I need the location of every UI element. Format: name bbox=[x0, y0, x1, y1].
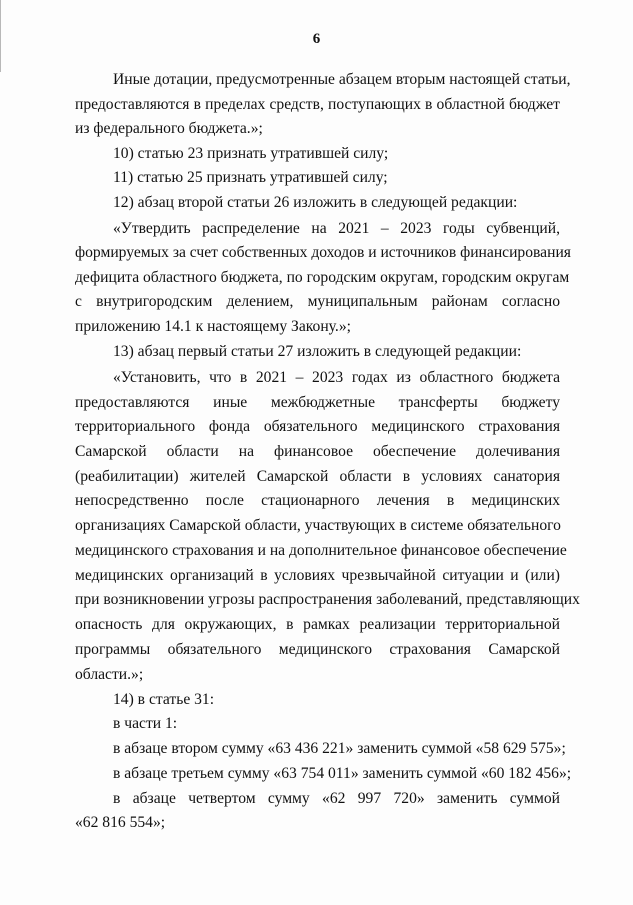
text-line: опасность для окружающих, в рамках реализации территориальной bbox=[75, 616, 560, 633]
text-line: непосредственно после стационарного лечения в медицинских bbox=[75, 492, 560, 509]
text-line: Иные дотации, предусмотренные абзацем вторым настоящей статьи, bbox=[113, 71, 571, 88]
text-line: «Утвердить распределение на 2021 – 2023 годы субвенций, bbox=[113, 220, 560, 237]
text-line: программы обязательного медицинского страхования Самарской bbox=[75, 641, 560, 658]
text-line: территориального фонда обязательного медицинского страхования bbox=[75, 418, 560, 435]
text-line: 10) статью 23 признать утратившей силу; bbox=[113, 145, 389, 162]
text-line: (реабилитации) жителей Самарской области в условиях санатория bbox=[75, 468, 560, 485]
text-line: в части 1: bbox=[113, 715, 178, 732]
text-line: 13) абзац первый статьи 27 изложить в следующей редакции: bbox=[113, 343, 522, 360]
text-line: 14) в статье 31: bbox=[113, 691, 215, 708]
text-line: формируемых за счет собственных доходов и источников финансирования bbox=[75, 244, 571, 261]
text-line: предоставляются в пределах средств, поступающих в областной бюджет bbox=[75, 96, 560, 113]
text-line: «Установить, что в 2021 – 2023 годах из областного бюджета bbox=[113, 369, 560, 386]
text-line: «62 816 554»; bbox=[75, 814, 166, 831]
text-line: медицинских организаций в условиях чрезвычайной ситуации и (или) bbox=[75, 567, 560, 584]
text-line: в абзаце втором сумму «63 436 221» заменить суммой «58 629 575»; bbox=[113, 740, 566, 757]
text-line: 12) абзац второй статьи 26 изложить в следующей редакции: bbox=[113, 194, 518, 211]
text-line: медицинского страхования и на дополнительное финансовое обеспечение bbox=[75, 542, 567, 559]
text-line: области.»; bbox=[75, 666, 144, 683]
text-line: с внутригородским делением, муниципальным районам согласно bbox=[75, 293, 560, 310]
text-line: приложению 14.1 к настоящему Закону.»; bbox=[75, 318, 351, 335]
text-line: при возникновении угрозы распространения заболеваний, представляющих bbox=[75, 591, 580, 608]
text-line: предоставляются иные межбюджетные трансферты бюджету bbox=[75, 394, 560, 411]
page-number: 6 bbox=[312, 31, 321, 47]
text-line: дефицита областного бюджета, по городским округам, городским округам bbox=[75, 269, 570, 286]
text-line: в абзаце четвертом сумму «62 997 720» заменить суммой bbox=[113, 790, 560, 807]
text-line: из федерального бюджета.»; bbox=[75, 120, 263, 137]
text-line: в абзаце третьем сумму «63 754 011» заменить суммой «60 182 456»; bbox=[113, 765, 572, 782]
text-line: 11) статью 25 признать утратившей силу; bbox=[113, 169, 388, 186]
text-line: организациях Самарской области, участвующих в системе обязательного bbox=[75, 517, 561, 534]
text-line: Самарской области на финансовое обеспечение долечивания bbox=[75, 443, 560, 460]
